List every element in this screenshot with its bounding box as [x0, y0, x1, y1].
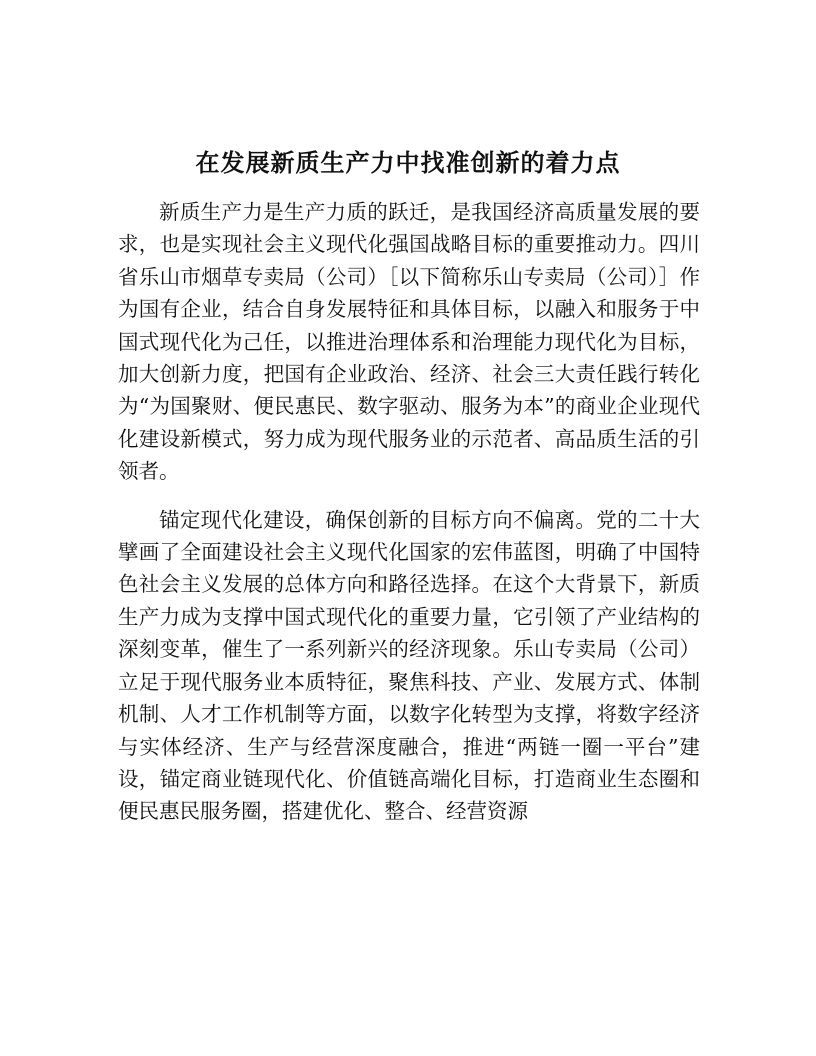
document-title: 在发展新质生产力中找准创新的着力点 [195, 149, 621, 177]
document-body [118, 196, 700, 828]
paragraph-2: 锚定现代化建设，确保创新的目标方向不偏离。党的二十大擘画了全面建设社会主义现代化国家的宏伟蓝图，明确了中国特色社会主义发展的总体方向和路径选择。在这个大背景下，新质生产力成为支撑中国式现代化的重要力量，它引领了产业结构的深刻变革，催生了一系列新兴的经济现象。乐山专卖局（公司）立足于现代服务业本质特征，聚焦科技、产业、发展方式、体制机制、人才工作机制等方面，以数字化转型为支撑，将数字经济与实体经济、生产与经营深度融合，推进“两链一圈一平台”建设，锚定商业链现代化、价值链高端化目标，打造商业生态圈和便民惠民服务圈，搭建优化、整合、经营资源 [118, 507, 700, 824]
paragraph-1: 新质生产力是生产力质的跃迁，是我国经济高质量发展的要求，也是实现社会主义现代化强国战略目标的重要推动力。四川省乐山市烟草专卖局（公司）［以下简称乐山专卖局（公司）］作为国有企业，结合自身发展特征和具体目标，以融入和服务于中国式现代化为己任，以推进治理体系和治理能力现代化为目标，加大创新力度，把国有企业政治、经济、社会三大责任践行转化为“为国聚财、便民惠民、数字驱动、服务为本”的商业企业现代化建设新模式，努力成为现代服务业的示范者、高品质生活的引领者。 [118, 200, 700, 484]
